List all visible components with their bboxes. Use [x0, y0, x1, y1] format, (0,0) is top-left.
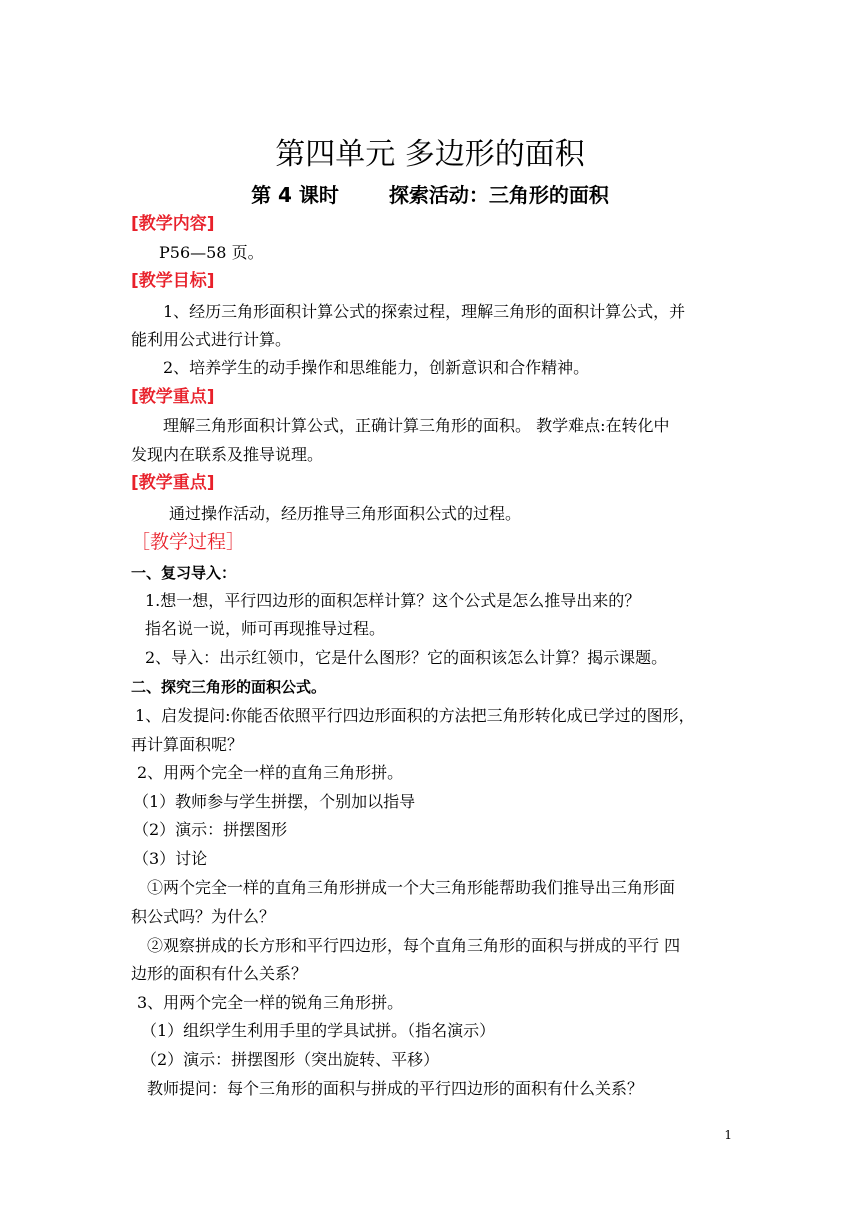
heading-objectives: [教学目标]: [131, 271, 215, 291]
objective-2: 2、培养学生的动手操作和思维能力，创新意识和合作精神。: [163, 358, 590, 377]
key-point-line-2: 发现内在联系及推导说理。: [131, 445, 324, 464]
lesson-number: 第 4 课时: [251, 183, 339, 207]
section-explore: 二、探究三角形的面积公式。: [131, 678, 327, 696]
lesson-subtitle: [0, 180, 860, 210]
heading-key-points: [教学重点]: [131, 387, 215, 407]
explore-step-3-b: （2）演示：拼摆图形（突出旋转、平移）: [141, 1050, 440, 1069]
review-step-2: 2、导入：出示红领巾，它是什么图形？它的面积该怎么计算？揭示课题。: [145, 648, 668, 667]
discussion-2-line-1: ②观察拼成的长方形和平行四边形，每个直角三角形的面积与拼成的平行 四: [147, 936, 681, 955]
teacher-question: 教师提问：每个三角形的面积与拼成的平行四边形的面积有什么关系？: [147, 1079, 644, 1098]
explore-step-2: 2、用两个完全一样的直角三角形拼。: [137, 763, 404, 782]
review-step-1: 1.想一想，平行四边形的面积怎样计算？这个公式是怎么推导出来的？: [145, 591, 641, 610]
explore-step-3: 3、用两个完全一样的锐角三角形拼。: [137, 993, 404, 1012]
explore-step-1-line-2: 再计算面积呢？: [131, 735, 244, 754]
heading-process: ［教学过程］: [131, 531, 246, 553]
heading-key-points-2: [教学重点]: [131, 473, 215, 493]
discussion-2-line-2: 边形的面积有什么关系？: [131, 964, 308, 983]
key-point-2-text: 通过操作活动，经历推导三角形面积公式的过程。: [169, 504, 522, 523]
explore-step-2-a: （1）教师参与学生拼摆，个别加以指导: [133, 792, 416, 811]
objective-1-line-2: 能利用公式进行计算。: [131, 330, 292, 349]
heading-content: [教学内容]: [131, 214, 215, 234]
section-review: 一、复习导入：: [131, 564, 237, 582]
review-step-1-note: 指名说一说，师可再现推导过程。: [145, 619, 386, 638]
content-pages: P56—58 页。: [159, 243, 264, 262]
lesson-topic: 探索活动：三角形的面积: [388, 183, 609, 207]
explore-step-2-b: （2）演示：拼摆图形: [133, 820, 288, 839]
explore-step-3-a: （1）组织学生利用手里的学具试拼。（指名演示）: [141, 1021, 496, 1040]
key-point-line-1: 理解三角形面积计算公式，正确计算三角形的面积。 教学难点:在转化中: [163, 416, 670, 435]
explore-step-2-c: （3）讨论: [133, 849, 208, 868]
discussion-1-line-2: 积公式吗？为什么？: [131, 907, 276, 926]
page-title: 第四单元 多边形的面积: [275, 137, 585, 172]
discussion-1-line-1: ①两个完全一样的直角三角形拼成一个大三角形能帮助我们推导出三角形面: [147, 878, 676, 897]
page-number: 1: [724, 1128, 732, 1142]
explore-step-1-line-1: 1、启发提问:你能否依照平行四边形面积的方法把三角形转化成已学过的图形，: [135, 706, 695, 725]
objective-1-line-1: 1、经历三角形面积计算公式的探索过程，理解三角形的面积计算公式，并: [163, 302, 686, 321]
